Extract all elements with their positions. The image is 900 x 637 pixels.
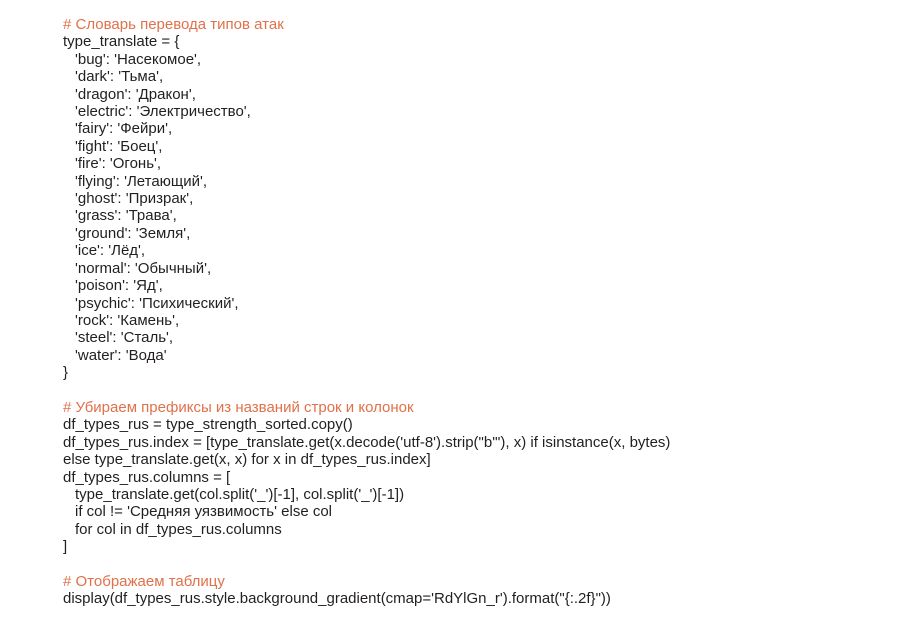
code-line: df_types_rus = type_strength_sorted.copy(): [63, 416, 353, 434]
code-line: else type_translate.get(x, x) for x in df_types_rus.index]: [63, 451, 431, 469]
code-line: ]: [63, 538, 68, 556]
code-comment-line: # Отображаем таблицу: [63, 572, 225, 590]
code-comment-line: # Словарь перевода типов атак: [63, 16, 284, 33]
code-line: 'water': 'Вода': [75, 346, 167, 364]
code-line: 'dragon': 'Дракон',: [75, 85, 196, 103]
code-line: 'electric': 'Электричество',: [75, 103, 251, 121]
code-line: 'ground': 'Земля',: [75, 224, 191, 242]
code-line: 'fire': 'Огонь',: [75, 155, 162, 173]
code-line: 'ice': 'Лёд',: [75, 242, 146, 260]
code-line: 'fight': 'Боец',: [75, 137, 163, 155]
code-line: 'bug': 'Насекомое',: [75, 50, 202, 68]
code-line: 'normal': 'Обычный',: [75, 259, 212, 277]
code-line: }: [63, 364, 69, 382]
code-block: [63, 16, 880, 382]
code-line: type_translate = {: [63, 33, 180, 51]
code-line: type_translate.get(col.split('_')[-1], col.split('_')[-1]): [75, 485, 405, 503]
code-block: [63, 399, 880, 556]
code-line: 'dark': 'Тьма',: [75, 68, 164, 86]
code-line: for col in df_types_rus.columns: [75, 520, 282, 538]
code-line: df_types_rus.index = [type_translate.get(x.decode('utf-8').strip("b'"), x) if isinstance(x, bytes): [63, 433, 671, 451]
code-line: 'rock': 'Камень',: [75, 311, 180, 329]
code-line: 'grass': 'Трава',: [75, 207, 177, 225]
code-line: 'poison': 'Яд',: [75, 277, 163, 295]
code-line: 'psychic': 'Психический',: [75, 294, 239, 312]
code-comment-line: # Убираем префиксы из названий строк и колонок: [63, 398, 414, 416]
code-line: if col != 'Средняя уязвимость' else col: [75, 503, 333, 521]
code-line: 'flying': 'Летающий',: [75, 172, 208, 190]
code-line: 'steel': 'Сталь',: [75, 329, 174, 347]
code-line: display(df_types_rus.style.background_gradient(cmap='RdYlGn_r').format("{:.2f}")): [63, 590, 611, 608]
code-line: 'fairy': 'Фейри',: [75, 120, 173, 138]
code-line: df_types_rus.columns = [: [63, 468, 231, 486]
code-block: [63, 573, 880, 608]
code-line: 'ghost': 'Призрак',: [75, 190, 194, 208]
